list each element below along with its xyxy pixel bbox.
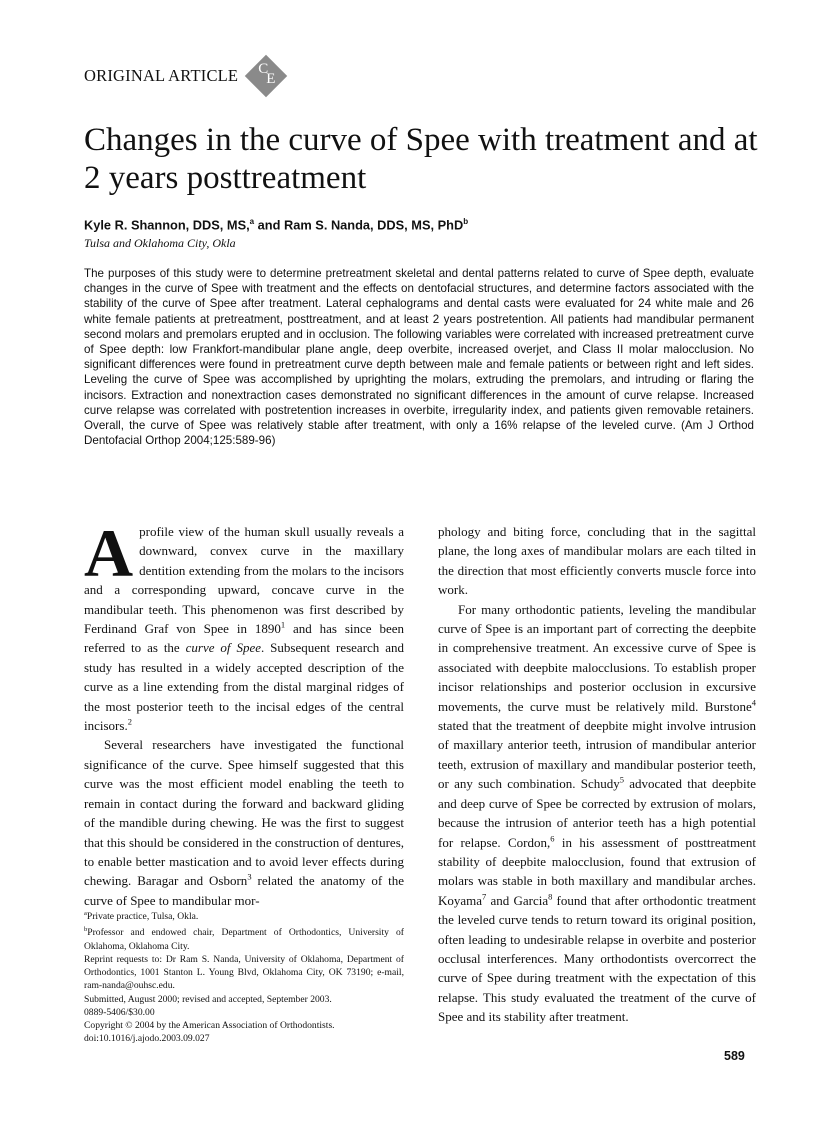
body-paragraph: phology and biting force, concluding that in the sagittal plane, the long axes of mandibular molars are each tilted in the direction that most efficiently converts muscle force into work. [438,524,756,598]
footnote-text: Private practice, Tulsa, Okla. [86,911,199,923]
reference-mark: 5 [619,774,624,785]
footnotes [84,907,404,1045]
body-text: related the anatomy of the curve of Spee to mandibular mor- [84,873,404,908]
reprint-requests: Reprint requests to: Dr Ram S. Nanda, University of Oklahoma, Department of Orthodontics, 1001 Stanton L. Young Blvd, Oklahoma City, OK 73190; e-mail, ram-nanda@ouhsc.edu. [84,953,404,992]
author-connector: and [254,217,284,233]
body-column-right [438,522,756,1027]
italic-term: curve of Spee [185,640,261,656]
footnote-text: Professor and endowed chair, Department of Orthodontics, University of Oklahoma, Oklahoma City. [84,927,404,952]
body-text: advocated that deepbite and deep curve of Spee be corrected by extrusion of molars, because the intrusion of anterior teeth has a high potential for relapse. Cordon, [438,776,756,850]
affiliation-mark: b [463,217,469,226]
section-label: ORIGINAL ARTICLE [84,66,239,85]
issn: 0889-5406/$30.00 [84,1006,155,1018]
reference-mark: 2 [127,716,132,727]
body-text: . Subsequent research and study has resulted in a widely accepted description of the curve as a line extending from the distal marginal ridges of the most posterior teeth to the incisal edges of the central incisors. [84,640,404,734]
author-name: Kyle R. Shannon, DDS, MS, [84,217,250,233]
footnote-mark: b [84,926,88,934]
body-text: found that after orthodontic treatment the leveled curve tends to return toward its original position, often leading to undesirable relapse in overbite and posterior occlusal interferences. Many orthodontists overcorrect the curve of Spee during treatment with the expectation of this relapse. This study evaluated the treatment of the curve of Spee and its stability after treatment. [438,892,756,1025]
reference-mark: 7 [482,891,487,902]
body-text: and has since been referred to as the [84,621,404,656]
body-text: in his assessment of posttreatment stability of deepbite malocclusion, found that extrusion of molars was stable in both maxillary and mandibular arches. Koyama [438,834,757,908]
badge-letter-e: E [266,71,276,87]
footnote-b [84,923,404,953]
abstract: The purposes of this study were to determine pretreatment skeletal and dental patterns related to curve of Spee depth, evaluate changes in the curve of Spee with treatment and the effects on dentofacial structures, and determine factors associated with the stability of the curve of Spee after treatment. Lateral cephalograms and dental casts were evaluated for 24 white male and 26 white female patients at pretreatment, posttreatment, and at least 2 years postretention. All patients had mandibular permanent second molars and premolars erupted and in occlusion. The following variables were correlated with increased pretreatment curve of Spee depth: low Frankfort-mandibular plane angle, deep overbite, increased overjet, and Class II molar malocclusion. No significant differences were found in pretreatment curve depth between male and female patients or between right and left sides. Leveling the curve of Spee was accomplished by uprighting the molars, extruding the premolars, and intruding or flaring the incisors. Extraction and nonextraction cases demonstrated no significant differences in the amount of curve relapse. Increased curve relapse was correlated with postretention increases in overbite, irregularity index, and patients given removable retainers. Overall, the curve of Spee was relatively stable after treatment, with only a 16% relapse of the leveled curve. (Am J Orthod Dentofacial Orthop 2004;125:589-96) [84,267,754,448]
ce-badge-icon [244,54,288,98]
article-title: Changes in the curve of Spee with treatment and at 2 years posttreatment [84,122,758,196]
footnote-a [84,907,404,923]
drop-cap: A [84,515,134,591]
reference-mark: 8 [548,891,553,902]
reference-mark: 1 [280,619,286,630]
author-location: Tulsa and Oklahoma City, Okla [84,236,236,250]
body-text: profile view of the human skull usually reveals a downward, convex curve in the maxillary dentition extending from the molars to the incisors and a corresponding upward, concave curve in the mandibular teeth. This phenomenon was first described by Ferdinand Graf von Spee in 1890 [84,524,404,637]
body-paragraph [84,735,404,910]
body-paragraph [84,515,404,735]
submission-dates: Submitted, August 2000; revised and accepted, September 2003. [84,993,332,1005]
body-text: stated that the treatment of deepbite might involve intrusion of maxillary anterior teeth, intrusion of mandibular anterior teeth, extrusion of maxillary and mandibular posterior teeth, or any such combination. Schudy [438,718,756,792]
article-header [84,54,288,98]
page-number: 589 [724,1049,745,1063]
body-text: For many orthodontic patients, leveling the mandibular curve of Spee is an important part of correcting the deepbite in comprehensive treatment. An excessive curve of Spee is associated with deepbite malocclusions. To establish proper incisor relationships and posterior occlusion in excursive movements, the curve must be relatively mild. Burstone [438,601,756,714]
author-name: Ram S. Nanda, DDS, MS, PhD [284,217,464,233]
reference-mark: 4 [751,697,756,708]
footnote-mark: a [84,910,87,917]
reference-mark: 6 [550,833,555,844]
body-text: Several researchers have investigated the functional significance of the curve. Spee himself suggested that this curve was the most efficient model enabling the teeth to remain in contact during the forward and backward gliding of the mandible during chewing. He was the first to suggest that this should be considered in the construction of dentures, to enable better mastication and to avoid lever effects during chewing. Baragar and Osborn [84,737,404,889]
author-line [84,217,468,232]
copyright: Copyright © 2004 by the American Association of Orthodontists. [84,1020,335,1031]
body-paragraph [438,600,756,1027]
reference-mark: 3 [247,871,252,882]
badge-letter-c: C [258,61,269,77]
doi: doi:10.1016/j.ajodo.2003.09.027 [84,1033,210,1045]
body-column-left [84,515,404,910]
affiliation-mark: a [249,217,255,226]
body-text: and Garcia [486,892,549,908]
